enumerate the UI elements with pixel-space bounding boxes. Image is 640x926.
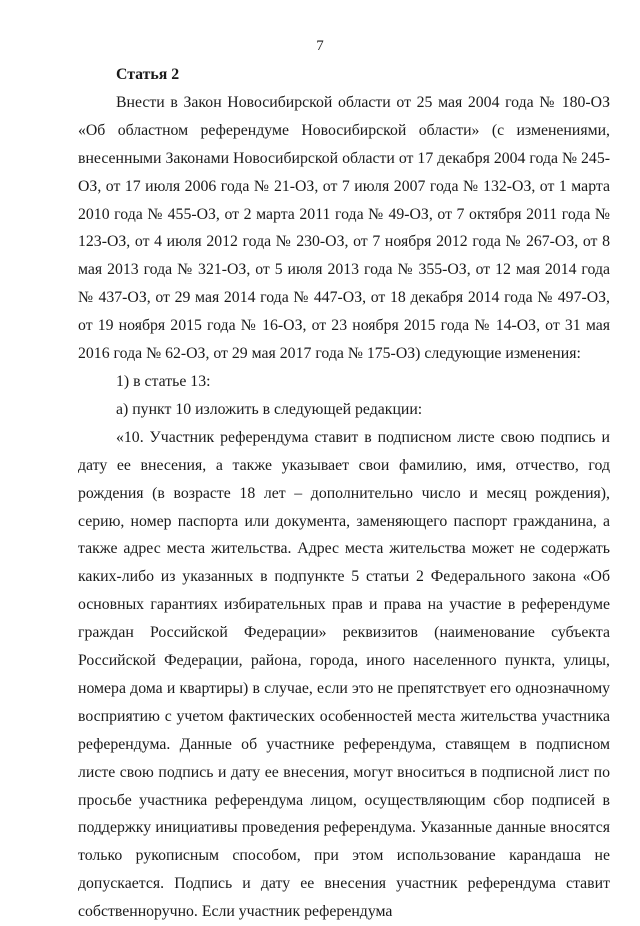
document-body bbox=[78, 61, 610, 926]
paragraph-point-10-text: «10. Участник референдума ставит в подписном листе свою подпись и дату ее внесения, а также указывает свои фамилию, имя, отчество, год рождения (в возрасте 18 лет – дополнительно число и месяц рождения), серию, номер паспорта или документа, заменяющего паспорт гражданина, а также адрес места жительства. Адрес места жительства может не содержать каких-либо из указанных в подпункте 5 статьи 2 Федерального закона «Об основных гарантиях избирательных прав и права на участие в референдуме граждан Российской Федерации» реквизитов (наименование субъекта Российской Федерации, района, города, иного населенного пункта, улицы, номера дома и квартиры) в случае, если это не препятствует его однозначному восприятию с учетом фактических особенностей места жительства участника референдума. Данные об участнике референдума, ставящем в подписном листе свою подпись и дату ее внесения, могут вноситься в подписной лист по просьбе участника референдума лицом, осуществляющим сбор подписей в поддержку инициативы проведения референдума. Указанные данные вносятся только рукописным способом, при этом использование карандаша не допускается. Подпись и дату ее внесения участник референдума ставит собственноручно. Если участник референдума bbox=[78, 428, 610, 921]
paragraph-item-1: 1) в статье 13: bbox=[116, 372, 211, 390]
page-number: 7 bbox=[316, 38, 324, 54]
paragraph-amendment-intro: Внести в Закон Новосибирской области от 25 мая 2004 года № 180-ОЗ «Об областном референдуме Новосибирской области» (с изменениями, внесенными Законами Новосибирской области от 17 декабря 2004 года № 245-ОЗ, от 17 июля 2006 года № 21-ОЗ, от 7 июля 2007 года № 132-ОЗ, от 1 марта 2010 года № 455-ОЗ, от 2 марта 2011 года № 49-ОЗ, от 7 октября 2011 года № 123-ОЗ, от 4 июля 2012 года № 230-ОЗ, от 7 ноября 2012 года № 267-ОЗ, от 8 мая 2013 года № 321-ОЗ, от 5 июля 2013 года № 355-ОЗ, от 12 мая 2014 года № 437-ОЗ, от 29 мая 2014 года № 447-ОЗ, от 18 декабря 2014 года № 497-ОЗ, от 19 ноября 2015 года № 16-ОЗ, от 23 ноября 2015 года № 14-ОЗ, от 31 мая 2016 года № 62-ОЗ, от 29 мая 2017 года № 175-ОЗ) следующие изменения: bbox=[78, 93, 610, 363]
article-heading: Статья 2 bbox=[116, 66, 180, 83]
paragraph-subitem-a: а) пункт 10 изложить в следующей редакции: bbox=[116, 400, 423, 418]
